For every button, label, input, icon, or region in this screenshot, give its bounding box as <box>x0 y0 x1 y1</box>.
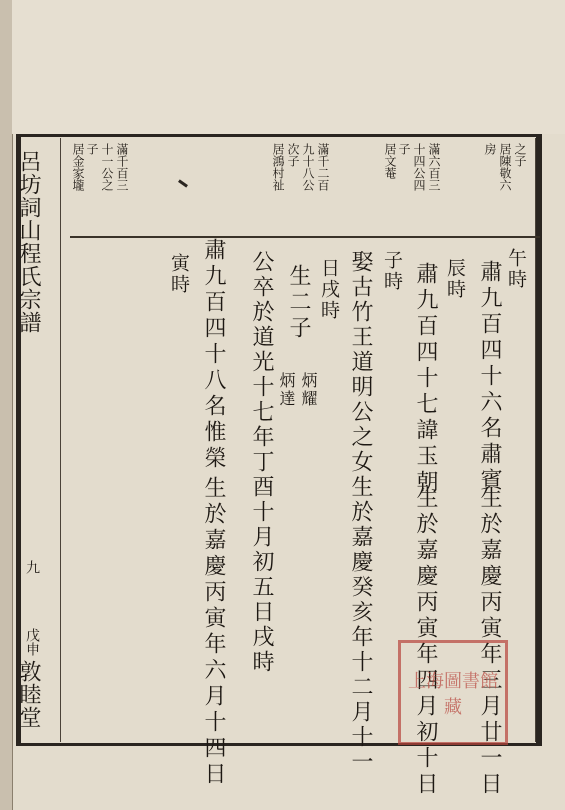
upper-note: 居陳敬六 <box>498 143 512 191</box>
column-rule <box>60 138 61 742</box>
upper-note: 居鴻村祉 <box>271 143 285 191</box>
upper-note: 居金家壠 <box>71 143 85 191</box>
entry-birth: 生於嘉慶丙寅年四月初十日 <box>413 486 438 798</box>
library-seal <box>398 640 508 745</box>
margin-hall: 敦睦堂 <box>16 660 41 729</box>
margin-page-number: 九 <box>24 560 40 574</box>
upper-note: 居文菴 <box>383 143 397 179</box>
column-rule <box>535 138 536 742</box>
entry-birth: 生於嘉慶丙寅年三月廿一日 <box>477 486 502 798</box>
seal-text: 上海圖書館藏 <box>408 670 498 718</box>
entry-children: 生二子 <box>286 264 311 342</box>
text-column: 子時 <box>381 250 403 292</box>
upper-note: 子 <box>397 143 411 155</box>
upper-note: 十四公四 <box>412 143 426 191</box>
text-column: 日戌時 <box>318 258 340 321</box>
upper-note: 房 <box>483 143 497 155</box>
entry-name: 肅九百四十八名惟榮 <box>201 238 226 472</box>
margin-branch: 戊申 <box>24 628 40 656</box>
upper-note: 滿千百三 <box>115 143 129 191</box>
upper-note: 之子 <box>513 143 527 167</box>
register-divider <box>70 236 540 238</box>
entry-spouse: 娶古竹王道明公之女生於嘉慶癸亥年十二月十一 <box>348 250 373 775</box>
entry-birth: 生於嘉慶丙寅年六月十四日 <box>201 476 226 788</box>
upper-note: 滿六百三 <box>427 143 441 191</box>
child-name: 炳耀 <box>299 372 318 408</box>
entry-death: 公卒於道光十七年丁酉十月初五日戌時 <box>249 250 274 675</box>
top-margin <box>12 0 565 134</box>
entry-name: 肅九百四十六名肅賓 <box>477 260 502 494</box>
upper-note: 次子 <box>286 143 300 167</box>
entry-name: 肅九百四十七諱玉朝 <box>413 262 438 496</box>
upper-note: 子 <box>85 143 99 155</box>
upper-note: 九十八公 <box>301 143 315 191</box>
text-column: 寅時 <box>168 253 190 295</box>
child-name: 炳達 <box>277 372 296 408</box>
text-column: 辰時 <box>444 258 466 300</box>
margin-title: 呂坊詞山程氏宗譜 <box>16 150 41 334</box>
upper-note: 十一公之 <box>100 143 114 191</box>
upper-note: 滿千二百 <box>316 143 330 191</box>
text-column: 午時 <box>505 248 527 290</box>
